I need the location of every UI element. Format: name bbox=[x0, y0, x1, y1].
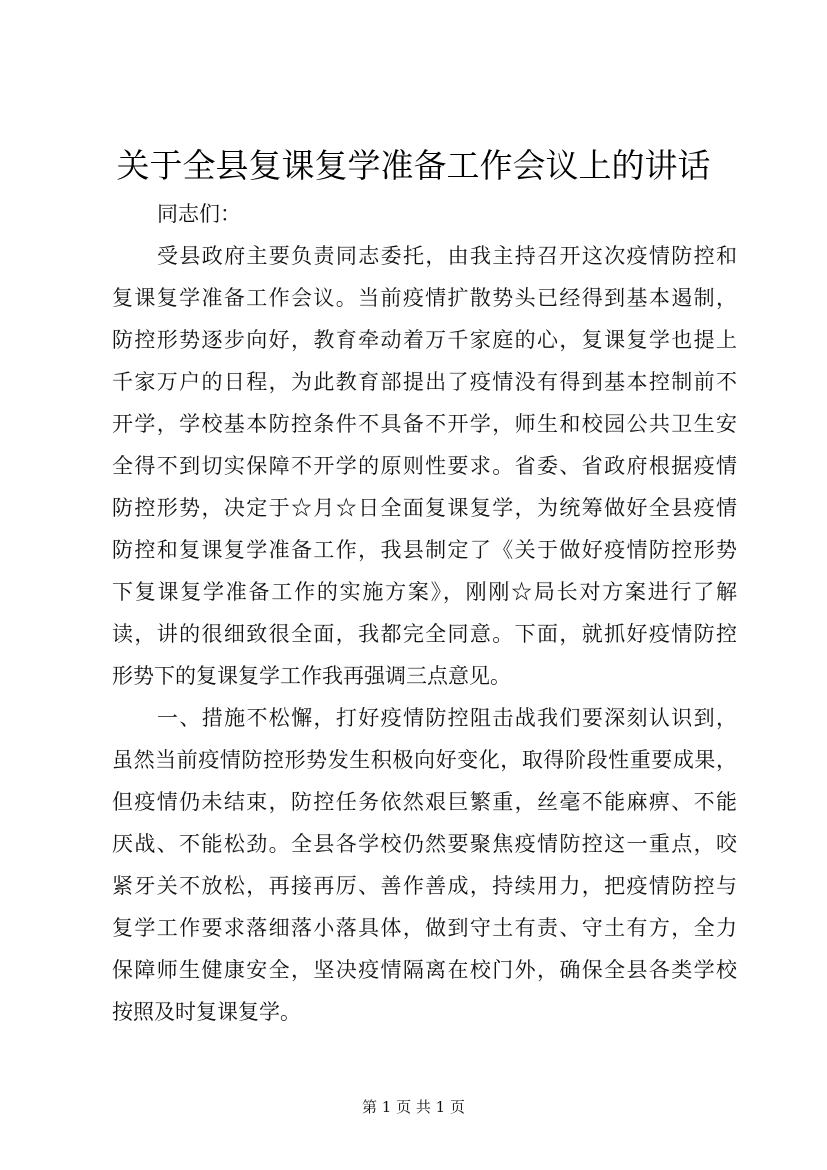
salutation: 同志们： bbox=[157, 202, 241, 226]
paragraph-2-line-8: 按照及时复课复学。 bbox=[112, 1000, 301, 1024]
paragraph-2-line-6: 复学工作要求落细落小落具体，做到守土有责、守土有方，全力 bbox=[112, 916, 737, 940]
paragraph-2-line-3: 但疫情仍未结束，防控任务依然艰巨繁重，丝毫不能麻痹、不能 bbox=[112, 790, 737, 814]
document-title: 关于全县复课复学准备工作会议上的讲话 bbox=[116, 146, 711, 185]
paragraph-1-line-7: 防控形势，决定于☆月☆日全面复课复学，为统筹做好全县疫情 bbox=[112, 496, 737, 520]
paragraph-1-line-8: 防控和复课复学准备工作，我县制定了《关于做好疫情防控形势 bbox=[112, 538, 737, 562]
paragraph-1-line-9: 下复课复学准备工作的实施方案》，刚刚☆局长对方案进行了解 bbox=[112, 580, 737, 604]
paragraph-1-line-4: 千家万户的日程，为此教育部提出了疫情没有得到基本控制前不 bbox=[112, 370, 737, 394]
paragraph-2-line-2: 虽然当前疫情防控形势发生积极向好变化，取得阶段性重要成果， bbox=[112, 748, 737, 772]
paragraph-2-line-7: 保障师生健康安全，坚决疫情隔离在校门外，确保全县各类学校 bbox=[112, 958, 737, 982]
paragraph-1-line-6: 全得不到切实保障不开学的原则性要求。省委、省政府根据疫情 bbox=[112, 454, 737, 478]
paragraph-1-line-3: 防控形势逐步向好，教育牵动着万千家庭的心，复课复学也提上 bbox=[112, 328, 737, 352]
paragraph-2-line-5: 紧牙关不放松，再接再厉、善作善成，持续用力，把疫情防控与 bbox=[112, 874, 737, 898]
paragraph-1-line-10: 读，讲的很细致很全面，我都完全同意。下面，就抓好疫情防控 bbox=[112, 622, 737, 646]
paragraph-1-line-2: 复课复学准备工作会议。当前疫情扩散势头已经得到基本遏制， bbox=[112, 286, 737, 310]
paragraph-2-line-1: 一、措施不松懈，打好疫情防控阻击战我们要深刻认识到， bbox=[157, 706, 737, 730]
paragraph-2-line-4: 厌战、不能松劲。全县各学校仍然要聚焦疫情防控这一重点，咬 bbox=[112, 832, 737, 856]
paragraph-1-line-1: 受县政府主要负责同志委托，由我主持召开这次疫情防控和 bbox=[157, 244, 737, 268]
paragraph-1-line-5: 开学，学校基本防控条件不具备不开学，师生和校园公共卫生安 bbox=[112, 412, 737, 436]
page-number-footer: 第 1 页 共 1 页 bbox=[362, 1098, 465, 1116]
paragraph-1-line-11: 形势下的复课复学工作我再强调三点意见。 bbox=[112, 664, 511, 688]
